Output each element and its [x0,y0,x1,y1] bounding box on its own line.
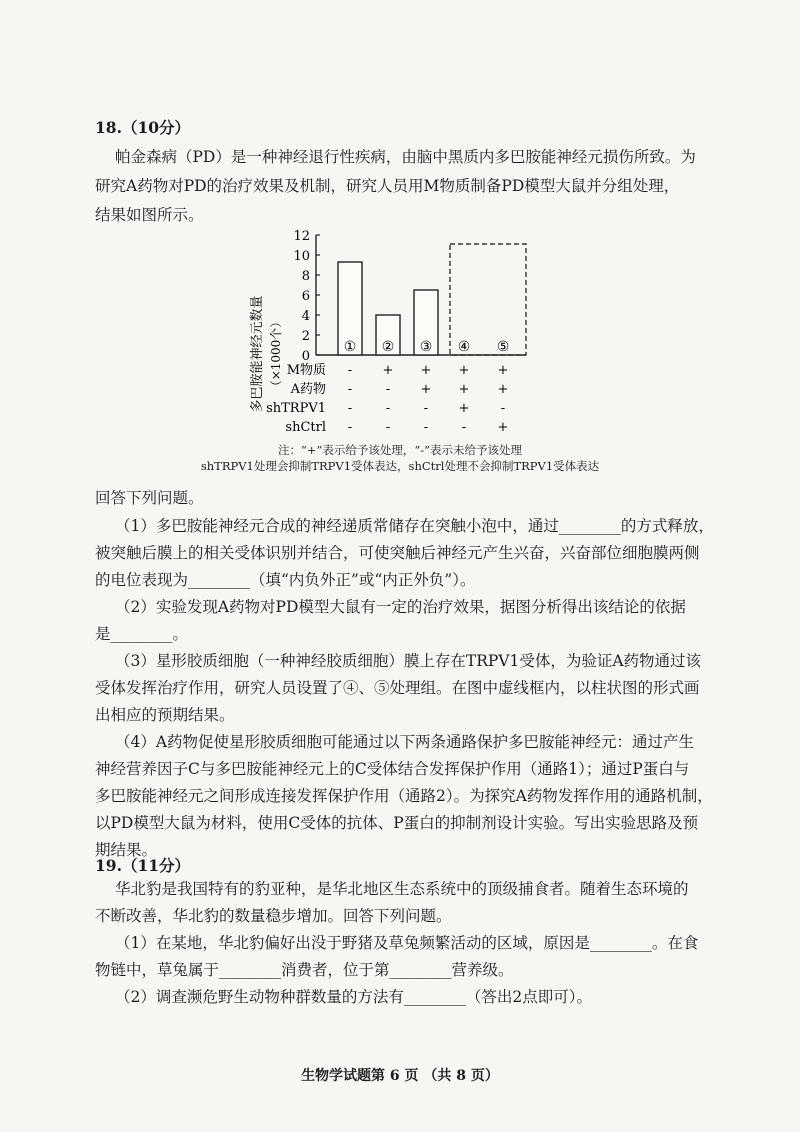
page-footer: 生物学试题第 6 页 （共 8 页） [301,1068,499,1084]
q19-header: 19.（11分） [95,856,191,875]
q18-answer-prompt: 回答下列问题。 [95,489,204,507]
treatment-sign: - [347,382,353,397]
y-tick-label: 2 [301,329,310,344]
treatment-sign: - [461,420,467,435]
q18-intro-line-2: 研究A药物对PD的治疗效果及机制，研究人员用M物质制备PD模型大鼠并分组处理， [95,177,680,195]
treatment-sign: + [497,420,509,435]
q19-line-4: 物链中，草兔属于________消费者，位于第________营养级。 [95,961,514,979]
treatment-row-label: shTRPV1 [266,401,326,416]
treatment-row-label: M物质 [286,363,326,378]
q18-part-line-5: 是________。 [95,625,189,643]
treatment-sign: - [347,420,353,435]
bar-category-label: ② [381,339,395,355]
treatment-sign: + [458,401,470,416]
chart-note-1: 注：“+”表示给予该处理，“-”表示未给予该处理 [277,443,523,457]
bar-chart [230,222,550,440]
y-tick-label: 10 [293,249,310,264]
q18-part-line-2: 被突触后膜上的相关受体识别并结合，可使突触后神经元产生兴奋，兴奋部位细胞膜两侧 [95,544,700,562]
q18-part-line-13: 期结果。 [95,841,158,859]
bars [338,262,509,355]
y-tick-label: 0 [301,349,310,364]
treatment-sign: + [420,363,432,378]
treatment-sign: + [497,382,509,397]
q18-intro-line-3: 结果如图所示。 [95,206,204,224]
treatment-sign: - [385,420,391,435]
q18-part-line-11: 多巴胺能神经元之间形成连接发挥保护作用（通路2）。为探究A药物发挥作用的通路机制， [95,787,713,805]
treatment-sign: - [347,401,353,416]
treatment-sign: + [458,363,470,378]
bar-category-label: ④ [457,339,471,355]
bar-category-label: ⑤ [496,339,510,355]
treatment-sign: + [382,363,394,378]
q18-part-line-7: 受体发挥治疗作用，研究人员设置了④、⑤处理组。在图中虚线框内，以柱状图的形式画 [95,679,700,697]
y-tick-label: 8 [301,269,310,284]
y-tick-label: 4 [301,309,310,324]
y-tick-label: 6 [301,289,310,304]
q18-part-line-12: 以PD模型大鼠为材料，使用C受体的抗体、P蛋白的抑制剂设计实验。写出实验思路及预 [95,814,699,832]
treatment-table [266,362,508,435]
treatment-sign: - [423,401,429,416]
bar-category-label: ③ [419,339,433,355]
q18-part-line-9: （4）A药物促使星形胶质细胞可能通过以下两条通路保护多巴胺能神经元：通过产生 [115,733,695,751]
q18-part-line-10: 神经营养因子C与多巴胺能神经元上的C受体结合发挥保护作用（通路1）；通过P蛋白与 [95,760,690,778]
chart-ylabel: 多巴胺能神经元数量 [250,295,265,413]
chart-ylabel-unit: （×1000个） [269,315,283,393]
treatment-row-label: shCtrl [285,420,326,435]
treatment-sign: - [385,401,391,416]
bar-category-label: ① [343,339,357,355]
q18-part-line-3: 的电位表现为________（填“内负外正”或“内正外负”）。 [95,571,476,589]
treatment-sign: - [500,401,506,416]
y-tick-label: 12 [293,229,310,244]
q18-header: 18.（10分） [95,118,191,137]
q19-line-5: （2）调查濒危野生动物种群数量的方法有________（答出2点即可）。 [115,988,592,1006]
q19-line-1: 华北豹是我国特有的豹亚种，是华北地区生态系统中的顶级捕食者。随着生态环境的 [115,880,689,898]
q18-part-line-1: （1）多巴胺能神经元合成的神经递质常储存在突触小泡中，通过________的方式释放， [115,517,714,535]
treatment-sign: + [458,382,470,397]
chart-note-2: shTRPV1处理会抑制TRPV1受体表达，shCtrl处理不会抑制TRPV1受体表达 [200,459,600,473]
q18-part-line-4: （2）实验发现A药物对PD模型大鼠有一定的治疗效果，据图分析得出该结论的依据 [115,598,686,616]
q19-line-3: （1）在某地，华北豹偏好出没于野猪及草兔频繁活动的区域，原因是________。在食 [115,934,699,952]
treatment-sign: - [423,420,429,435]
treatment-sign: - [347,363,353,378]
treatment-sign: + [497,363,509,378]
y-axis [293,229,526,364]
q18-part-line-8: 出相应的预期结果。 [95,706,235,724]
q19-line-2: 不断改善，华北豹的数量稳步增加。回答下列问题。 [95,907,452,925]
q18-intro-line-1: 帕金森病（PD）是一种神经退行性疾病，由脑中黑质内多巴胺能神经元损伤所致。为 [115,148,696,166]
treatment-sign: + [420,382,432,397]
treatment-row-label: A药物 [290,382,326,397]
treatment-sign: - [385,382,391,397]
q18-part-line-6: （3）星形胶质细胞（一种神经胶质细胞）膜上存在TRPV1受体，为验证A药物通过该 [115,652,702,670]
